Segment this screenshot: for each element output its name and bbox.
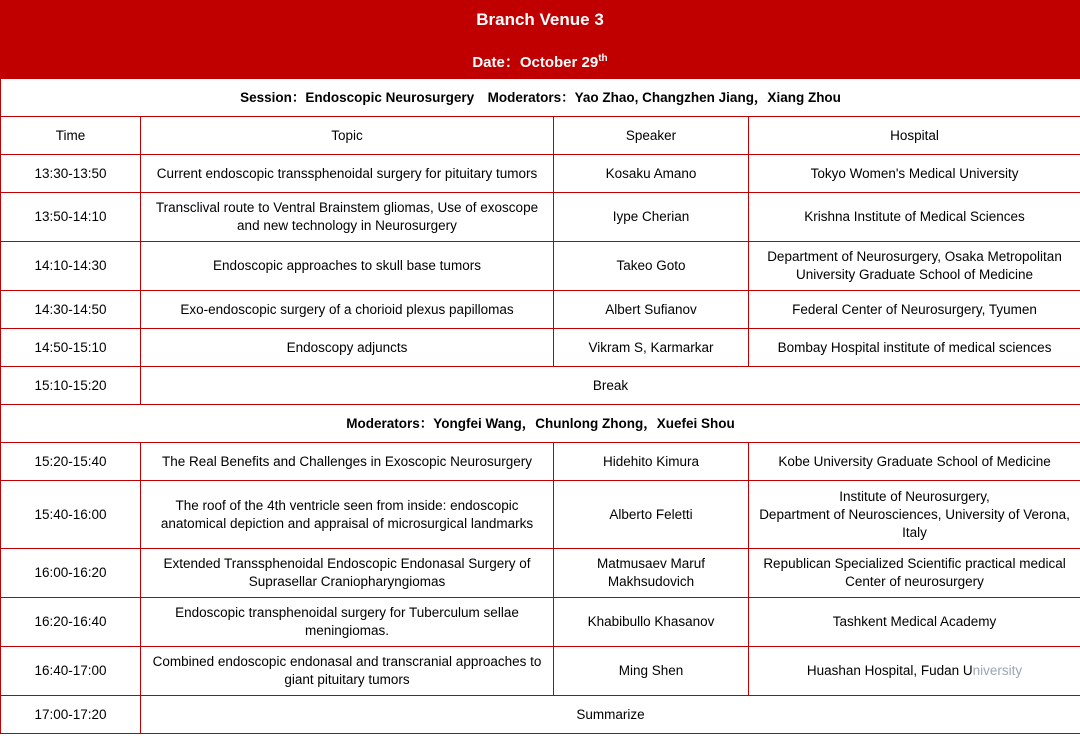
hospital-cell: Kobe University Graduate School of Medicine [749, 443, 1080, 481]
time-cell: 13:30-13:50 [1, 155, 141, 193]
hospital-cell [749, 647, 1080, 696]
date-suffix: th [598, 53, 608, 64]
table-row [1, 598, 1080, 647]
time-cell: 16:20-16:40 [1, 598, 141, 647]
col-header-speaker: Speaker [554, 117, 749, 155]
topic-cell: The roof of the 4th ventricle seen from inside: endoscopic anatomical depiction and appraisal of microsurgical landmarks [141, 481, 554, 549]
time-cell: 14:10-14:30 [1, 242, 141, 291]
table-row [1, 549, 1080, 598]
topic-cell: Endoscopy adjuncts [141, 329, 554, 367]
hospital-cell: Tashkent Medical Academy [749, 598, 1080, 647]
speaker-cell: Albert Sufianov [554, 291, 749, 329]
hospital-cell: Tokyo Women's Medical University [749, 155, 1080, 193]
hospital-line: Institute of Neurosurgery, [839, 488, 990, 504]
topic-cell: Endoscopic approaches to skull base tumors [141, 242, 554, 291]
time-cell: 15:20-15:40 [1, 443, 141, 481]
hospital-text: Huashan Hospital, Fudan U [806, 663, 973, 678]
hospital-cell: Federal Center of Neurosurgery, Tyumen [749, 291, 1080, 329]
table-row [1, 647, 1080, 696]
table-row [1, 242, 1080, 291]
moderators-title: Moderators：Yongfei Wang，Chunlong Zhong，Xuefei Shou [1, 405, 1080, 443]
hospital-line: Italy [902, 524, 927, 540]
session-title: Session：Endoscopic Neurosurgery Moderators：Yao Zhao, Changzhen Jiang，Xiang Zhou [1, 79, 1080, 117]
time-cell: 15:40-16:00 [1, 481, 141, 549]
hospital-line: Department of Neurosciences, University of Verona, [759, 506, 1070, 522]
header-row [1, 117, 1080, 155]
moderators-row [1, 405, 1080, 443]
topic-cell: Exo-endoscopic surgery of a chorioid plexus papillomas [141, 291, 554, 329]
col-header-hospital: Hospital [749, 117, 1080, 155]
table-row [1, 155, 1080, 193]
summary-label: Summarize [141, 696, 1080, 734]
speaker-cell: Alberto Feletti [554, 481, 749, 549]
table-row [1, 193, 1080, 242]
time-cell: 16:00-16:20 [1, 549, 141, 598]
topic-cell: The Real Benefits and Challenges in Exoscopic Neurosurgery [141, 443, 554, 481]
table-row [1, 481, 1080, 549]
break-row [1, 367, 1080, 405]
venue-title: Branch Venue 3 [476, 10, 604, 29]
table-row [1, 443, 1080, 481]
time-cell: 16:40-17:00 [1, 647, 141, 696]
time-cell: 14:50-15:10 [1, 329, 141, 367]
hospital-cell [749, 481, 1080, 549]
hospital-cell: Krishna Institute of Medical Sciences [749, 193, 1080, 242]
hospital-cell: Republican Specialized Scientific practical medical Center of neurosurgery [749, 549, 1080, 598]
speaker-cell: Vikram S, Karmarkar [554, 329, 749, 367]
schedule-table [0, 78, 1080, 734]
time-cell: 17:00-17:20 [1, 696, 141, 734]
hospital-text-faded: niversity [972, 663, 1023, 678]
topic-cell: Combined endoscopic endonasal and transcranial approaches to giant pituitary tumors [141, 647, 554, 696]
table-row [1, 291, 1080, 329]
time-cell: 13:50-14:10 [1, 193, 141, 242]
topic-cell: Endoscopic transphenoidal surgery for Tuberculum sellae meningiomas. [141, 598, 554, 647]
speaker-cell: Kosaku Amano [554, 155, 749, 193]
summary-row [1, 696, 1080, 734]
time-cell: 15:10-15:20 [1, 367, 141, 405]
speaker-cell: Khabibullo Khasanov [554, 598, 749, 647]
col-header-time: Time [1, 117, 141, 155]
venue-header [0, 0, 1080, 78]
speaker-cell: Hidehito Kimura [554, 443, 749, 481]
hospital-cell: Department of Neurosurgery, Osaka Metropolitan University Graduate School of Medicine [749, 242, 1080, 291]
speaker-cell: Iype Cherian [554, 193, 749, 242]
speaker-cell: Matmusaev Maruf Makhsudovich [554, 549, 749, 598]
speaker-cell: Ming Shen [554, 647, 749, 696]
hospital-cell: Bombay Hospital institute of medical sciences [749, 329, 1080, 367]
break-label: Break [141, 367, 1080, 405]
date-text: Date：October 29 [472, 54, 599, 71]
col-header-topic: Topic [141, 117, 554, 155]
speaker-cell: Takeo Goto [554, 242, 749, 291]
table-row [1, 329, 1080, 367]
topic-cell: Transclival route to Ventral Brainstem gliomas, Use of exoscope and new technology in Neurosurgery [141, 193, 554, 242]
date-line [0, 39, 1080, 78]
topic-cell: Extended Transsphenoidal Endoscopic Endonasal Surgery of Suprasellar Craniopharyngiomas [141, 549, 554, 598]
time-cell: 14:30-14:50 [1, 291, 141, 329]
topic-cell: Current endoscopic transsphenoidal surgery for pituitary tumors [141, 155, 554, 193]
session-row [1, 79, 1080, 117]
